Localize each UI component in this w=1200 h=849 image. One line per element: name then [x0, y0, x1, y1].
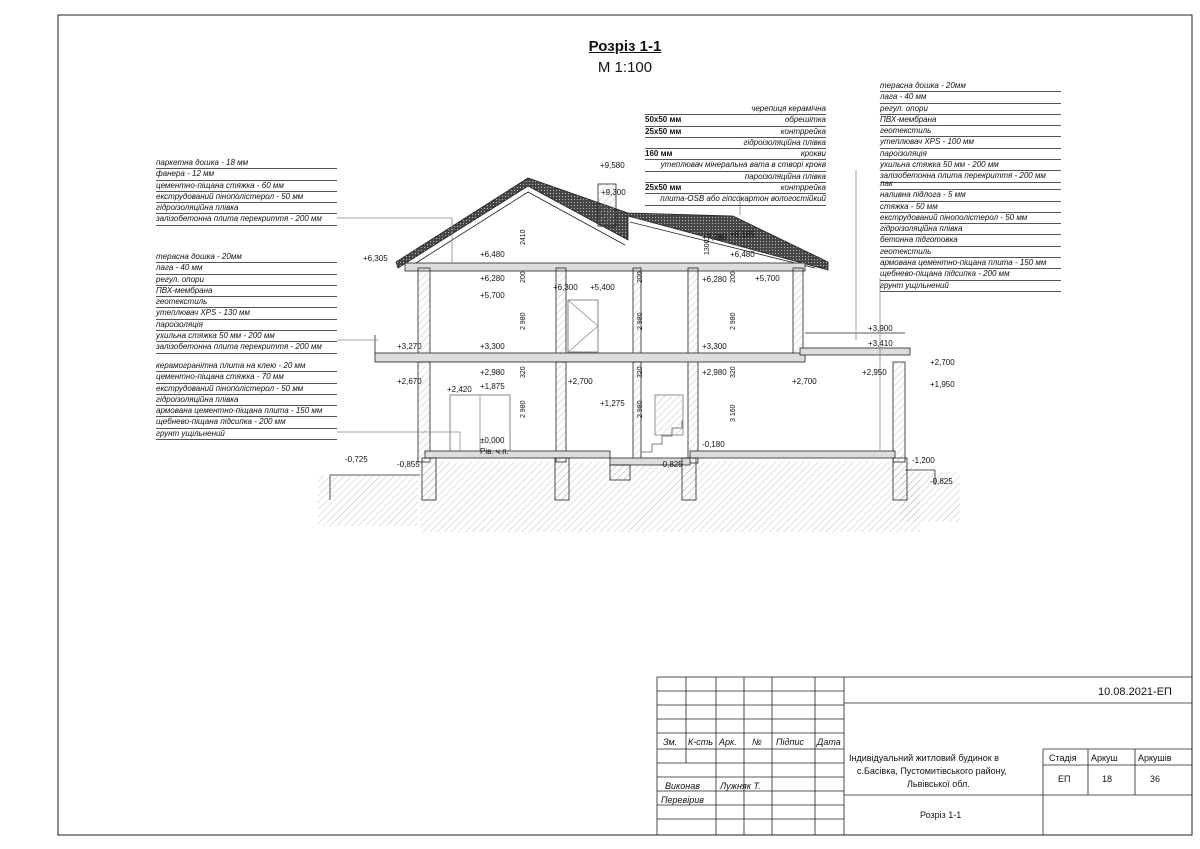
- spec-floor-ground-left: [156, 361, 337, 440]
- spec-line: 25х50 мм контррейка: [645, 183, 826, 194]
- level-mark: +6,480: [480, 250, 505, 259]
- project-line-2: с.Басівка, Пустомитівського району,: [857, 766, 1007, 776]
- level-mark: +7,780: [702, 233, 727, 242]
- level-mark: +1,275: [600, 399, 625, 408]
- dimension: 2410: [520, 229, 527, 245]
- spec-line: цементно-піщана стяжка - 70 мм: [156, 372, 337, 383]
- dimension: 200: [520, 271, 527, 283]
- spec-line: геотекстиль: [880, 247, 1061, 258]
- dimension: 200: [637, 271, 644, 283]
- level-mark: +8,185: [730, 230, 755, 239]
- dimension: 2 980: [520, 400, 527, 418]
- spec-line: екструдований пінополістерол - 50 мм: [880, 213, 1061, 224]
- level-mark: Рів. ч.п.: [480, 447, 509, 456]
- project-line-1: Індивідуальний житловий будинок в: [849, 753, 999, 763]
- spec-line: ухильна стяжка 50 мм - 200 мм: [156, 331, 337, 342]
- level-mark: +5,400: [590, 283, 615, 292]
- spec-line: 50х50 мм обрешітка: [645, 115, 826, 126]
- dimension: 320: [520, 366, 527, 378]
- level-mark: +1,875: [480, 382, 505, 391]
- spec-line: ухильна стяжка 50 мм - 200 мм: [880, 160, 1061, 171]
- spec-line: екструдований пінополістерол - 50 мм: [156, 384, 337, 395]
- spec-line: фанера - 12 мм: [156, 169, 337, 180]
- level-mark: +3,300: [702, 342, 727, 351]
- spec-line: наливна підлога - 5 мм: [880, 190, 1061, 201]
- spec-roof-center: [645, 104, 826, 206]
- spec-line: бетонна підготовка: [880, 235, 1061, 246]
- level-mark: +3,410: [868, 339, 893, 348]
- level-mark: -0,725: [345, 455, 368, 464]
- level-mark: -0,180: [702, 440, 725, 449]
- dimension: 2 980: [637, 312, 644, 330]
- spec-line: утеплювач XPS - 130 мм: [156, 308, 337, 319]
- level-mark: +2,700: [792, 377, 817, 386]
- level-mark: +3,270: [397, 342, 422, 351]
- level-mark: +3,900: [868, 324, 893, 333]
- spec-line: щебнево-піщана підсипка - 200 мм: [880, 269, 1061, 280]
- spec-line: залізобетонна плита перекриття - 200 мм: [880, 171, 1061, 182]
- spec-line: гідроізоляційна плівка: [645, 138, 826, 149]
- spec-line: паркетна дошка - 18 мм: [156, 158, 337, 169]
- dimension: 2 980: [520, 312, 527, 330]
- level-mark: +6,300: [553, 283, 578, 292]
- stage-value: ЕП: [1058, 774, 1071, 784]
- spec-line: утеплювач мінеральна вата в створі крокв: [645, 160, 826, 171]
- tb-executor-name: Лужняк Т.: [720, 781, 761, 791]
- spec-line: залізобетонна плита перекриття - 200 мм: [156, 342, 337, 353]
- dimension: 2 980: [637, 400, 644, 418]
- spec-line: терасна дошка - 20мм: [156, 252, 337, 263]
- level-mark: +2,700: [930, 358, 955, 367]
- dimension: 200: [730, 271, 737, 283]
- tb-role-executor: Виконав: [665, 781, 700, 791]
- spec-terrace-left: [156, 252, 337, 354]
- sheet-value: 18: [1102, 774, 1113, 784]
- spec-line: пароізоляційна плівка: [645, 172, 826, 183]
- spec-line: утеплювач XPS - 100 мм: [880, 137, 1061, 148]
- spec-line: цементно-піщана стяжка - 60 мм: [156, 181, 337, 192]
- spec-line: геотекстиль: [880, 126, 1061, 137]
- tb-header-zm: Зм.: [663, 737, 678, 747]
- spec-line: лага - 40 мм: [880, 92, 1061, 103]
- tb-header-kst: К-сть: [688, 737, 714, 747]
- level-mark: +2,670: [397, 377, 422, 386]
- level-mark: -1,200: [912, 456, 935, 465]
- spec-line: залізобетонна плита перекриття - 200 мм: [156, 214, 337, 225]
- level-mark: +3,300: [480, 342, 505, 351]
- level-mark: ±0,000: [480, 436, 505, 445]
- stage-label: Стадія: [1049, 753, 1077, 763]
- level-mark: +6,305: [363, 254, 388, 263]
- drawing-name: Розріз 1-1: [920, 810, 962, 820]
- level-mark: +6,480: [730, 250, 755, 259]
- spec-line: ПВХ-мембрана: [156, 286, 337, 297]
- level-mark: +6,280: [702, 275, 727, 284]
- level-mark: +5,700: [480, 291, 505, 300]
- level-mark: +2,420: [447, 385, 472, 394]
- spec-line: лага - 40 мм: [156, 263, 337, 274]
- dimension: 2 980: [730, 312, 737, 330]
- level-mark: +2,980: [480, 368, 505, 377]
- building-section: [318, 170, 960, 532]
- level-mark: +2,980: [702, 368, 727, 377]
- spec-line: армована цементно-піщана плита - 150 мм: [156, 406, 337, 417]
- level-mark: +2,950: [862, 368, 887, 377]
- spec-line: стяжка - 50 мм: [880, 202, 1061, 213]
- spec-line: гідроізоляційна плівка: [156, 203, 337, 214]
- sheets-value: 36: [1150, 774, 1161, 784]
- level-mark: +9,300: [601, 188, 626, 197]
- level-mark: +6,280: [480, 274, 505, 283]
- spec-line: грунт ущільнений: [156, 429, 337, 440]
- drawing-code: 10.08.2021-ЕП: [1098, 686, 1172, 698]
- tb-header-pidpys: Підпис: [776, 737, 804, 747]
- spec-line: грунт ущільнений: [880, 281, 1061, 292]
- spec-line: ПВХ-мембрана: [880, 115, 1061, 126]
- level-mark: +5,700: [755, 274, 780, 283]
- spec-floor-right: [880, 179, 1061, 292]
- spec-line: пароізоляція: [880, 149, 1061, 160]
- spec-line: регул. опори: [880, 104, 1061, 115]
- level-mark: +2,700: [568, 377, 593, 386]
- spec-terrace-top-right: [880, 81, 1061, 183]
- spec-line: геотекстиль: [156, 297, 337, 308]
- spec-line: пароізоляція: [156, 320, 337, 331]
- spec-line: армована цементно-піщана плита - 150 мм: [880, 258, 1061, 269]
- spec-floor-upper-left: [156, 158, 337, 226]
- tb-header-no: №: [752, 737, 762, 747]
- spec-line: регул. опори: [156, 275, 337, 286]
- spec-line: лак: [880, 179, 1061, 190]
- spec-line: гідроізоляційна плівка: [880, 224, 1061, 235]
- drawing-scale: М 1:100: [597, 59, 653, 76]
- dimension: 320: [637, 366, 644, 378]
- dimension: 1300: [704, 239, 711, 255]
- project-line-3: Львівської обл.: [907, 779, 970, 789]
- level-mark: +1,950: [930, 380, 955, 389]
- spec-line: черепиця керамічна: [645, 104, 826, 115]
- spec-line: терасна дошка - 20мм: [880, 81, 1061, 92]
- level-mark: +9,580: [600, 161, 625, 170]
- drawing-title: Розріз 1-1: [588, 38, 662, 55]
- spec-line: 160 мм крокви: [645, 149, 826, 160]
- spec-line: екструдований пінополістерол - 50 мм: [156, 192, 337, 203]
- spec-line: 25х50 мм контррейка: [645, 127, 826, 138]
- level-mark: -0,825: [660, 460, 683, 469]
- tb-header-data: Дата: [817, 737, 841, 747]
- spec-line: керамогранітна плита на клею - 20 мм: [156, 361, 337, 372]
- spec-line: гідроізоляційна плівка: [156, 395, 337, 406]
- sheets-label: Аркушів: [1138, 753, 1172, 763]
- dimension: 320: [730, 366, 737, 378]
- tb-header-ark: Арк.: [719, 737, 737, 747]
- sheet-label: Аркуш: [1091, 753, 1118, 763]
- level-mark: -0,855: [397, 460, 420, 469]
- spec-line: плита-OSB або гіпсокартон вологостійкий: [645, 194, 826, 205]
- tb-role-checker: Перевірив: [661, 795, 704, 805]
- dimension: 3 160: [730, 404, 737, 422]
- spec-line: щебнево-піщана підсипка - 200 мм: [156, 417, 337, 428]
- level-mark: -0,825: [930, 477, 953, 486]
